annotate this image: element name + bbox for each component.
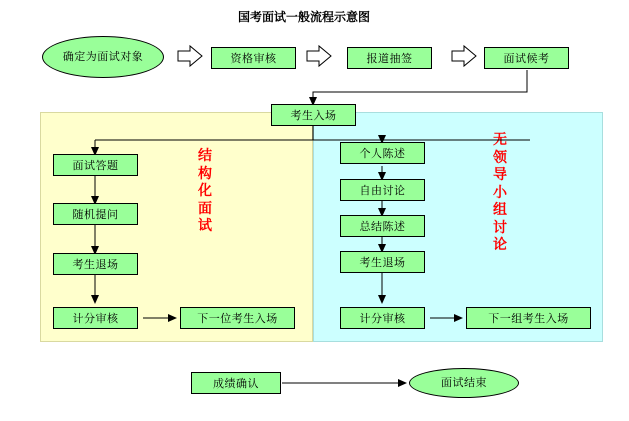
step-qualification-review[interactable]: 资格审核 xyxy=(211,47,296,69)
label-char: 试 xyxy=(198,218,212,234)
label-char: 面 xyxy=(198,200,212,217)
step-candidate-entry[interactable]: 考生入场 xyxy=(271,104,356,126)
label-char: 小 xyxy=(493,184,507,201)
step-registration-draw[interactable]: 报道抽签 xyxy=(347,47,432,69)
step-score-confirmation[interactable]: 成绩确认 xyxy=(191,372,281,394)
label-char: 组 xyxy=(493,202,507,218)
left-next-candidate-entry[interactable]: 下一位考生入场 xyxy=(180,307,295,329)
label-char: 讨 xyxy=(493,219,507,236)
label-char: 领 xyxy=(493,149,507,166)
step-waiting-room[interactable]: 面试候考 xyxy=(484,47,569,69)
label-char: 结 xyxy=(198,148,212,164)
label-char: 论 xyxy=(493,237,507,253)
left-step-scoring-review[interactable]: 计分审核 xyxy=(53,307,138,329)
structured-interview-label xyxy=(195,148,215,236)
end-node[interactable]: 面试结束 xyxy=(409,368,519,398)
right-next-group-entry[interactable]: 下一组考生入场 xyxy=(466,307,591,329)
diagram-title: 国考面试一般流程示意图 xyxy=(238,10,371,24)
right-step-candidate-exit[interactable]: 考生退场 xyxy=(340,251,425,273)
label-char: 无 xyxy=(493,132,507,148)
left-step-candidate-exit[interactable]: 考生退场 xyxy=(53,253,138,275)
right-step-scoring-review[interactable]: 计分审核 xyxy=(340,307,425,329)
right-step-summary-statement[interactable]: 总结陈述 xyxy=(340,215,425,237)
right-step-free-discussion[interactable]: 自由讨论 xyxy=(340,179,425,201)
label-char: 化 xyxy=(198,183,212,199)
group-discussion-label xyxy=(490,132,510,255)
left-step-random-questions[interactable]: 随机提问 xyxy=(53,203,138,225)
start-node[interactable]: 确定为面试对象 xyxy=(42,36,164,78)
left-step-answer-questions[interactable]: 面试答题 xyxy=(53,154,138,176)
label-char: 构 xyxy=(198,165,212,182)
right-step-personal-statement[interactable]: 个人陈述 xyxy=(340,142,425,164)
label-char: 导 xyxy=(493,167,507,183)
